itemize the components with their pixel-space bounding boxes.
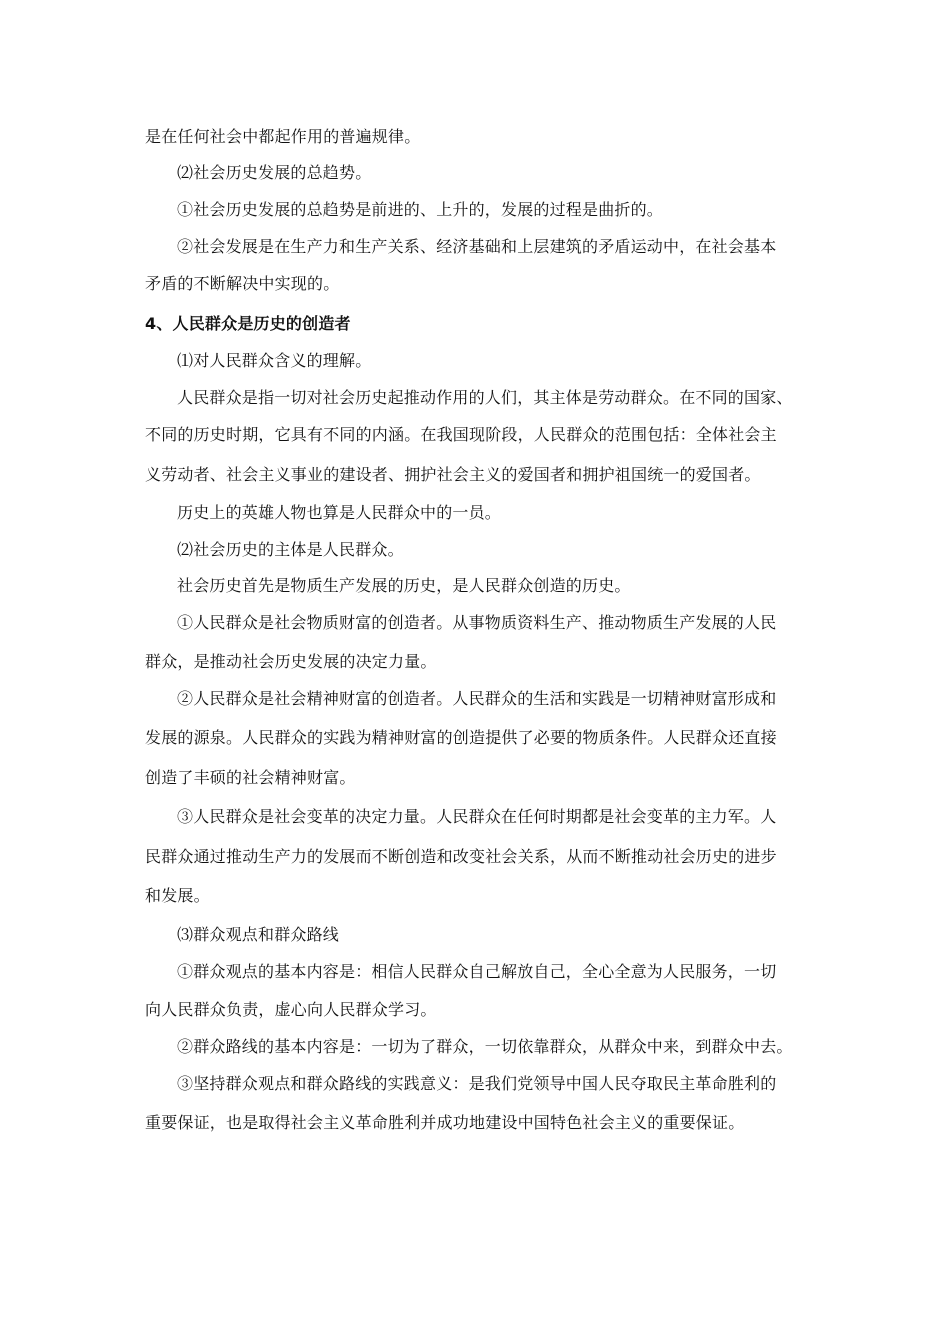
text-line: 向人民群众负责，虚心向人民群众学习。 <box>145 1000 437 1019</box>
subsection-heading: ⑶群众观点和群众路线 <box>177 925 340 944</box>
section-heading: 4、人民群众是历史的创造者 <box>145 314 351 333</box>
text-line: ②群众路线的基本内容是：一切为了群众，一切依靠群众，从群众中来，到群众中去。 <box>177 1037 793 1056</box>
text-line: 是在任何社会中都起作用的普遍规律。 <box>145 127 421 146</box>
text-line: 矛盾的不断解决中实现的。 <box>145 274 340 293</box>
text-line: ②人民群众是社会精神财富的创造者。人民群众的生活和实践是一切精神财富形成和 <box>177 689 777 708</box>
text-line: 和发展。 <box>145 886 210 905</box>
text-line: 义劳动者、社会主义事业的建设者、拥护社会主义的爱国者和拥护祖国统一的爱国者。 <box>145 465 761 484</box>
text-line: 发展的源泉。人民群众的实践为精神财富的创造提供了必要的物质条件。人民群众还直接 <box>145 728 777 747</box>
subsection-heading: ⑵社会历史发展的总趋势。 <box>177 163 372 182</box>
text-line: 民群众通过推动生产力的发展而不断创造和改变社会关系，从而不断推动社会历史的进步 <box>145 847 777 866</box>
text-line: 群众，是推动社会历史发展的决定力量。 <box>145 652 437 671</box>
subsection-heading: ⑵社会历史的主体是人民群众。 <box>177 540 404 559</box>
text-line: ③坚持群众观点和群众路线的实践意义：是我们党领导中国人民夺取民主革命胜利的 <box>177 1074 777 1093</box>
text-line: ②社会发展是在生产力和生产关系、经济基础和上层建筑的矛盾运动中，在社会基本 <box>177 237 777 256</box>
text-line: ③人民群众是社会变革的决定力量。人民群众在任何时期都是社会变革的主力军。人 <box>177 807 777 826</box>
text-line: ①群众观点的基本内容是：相信人民群众自己解放自己，全心全意为人民服务，一切 <box>177 962 777 981</box>
text-line: 人民群众是指一切对社会历史起推动作用的人们，其主体是劳动群众。在不同的国家、 <box>177 388 793 407</box>
text-line: 历史上的英雄人物也算是人民群众中的一员。 <box>177 503 502 522</box>
subsection-heading: ⑴对人民群众含义的理解。 <box>177 351 372 370</box>
text-line: ①人民群众是社会物质财富的创造者。从事物质资料生产、推动物质生产发展的人民 <box>177 613 777 632</box>
text-line: 重要保证，也是取得社会主义革命胜利并成功地建设中国特色社会主义的重要保证。 <box>145 1113 745 1132</box>
text-line: 不同的历史时期，它具有不同的内涵。在我国现阶段，人民群众的范围包括：全体社会主 <box>145 425 777 444</box>
text-line: 社会历史首先是物质生产发展的历史，是人民群众创造的历史。 <box>177 576 631 595</box>
text-line: 创造了丰硕的社会精神财富。 <box>145 768 356 787</box>
text-line: ①社会历史发展的总趋势是前进的、上升的，发展的过程是曲折的。 <box>177 200 664 219</box>
